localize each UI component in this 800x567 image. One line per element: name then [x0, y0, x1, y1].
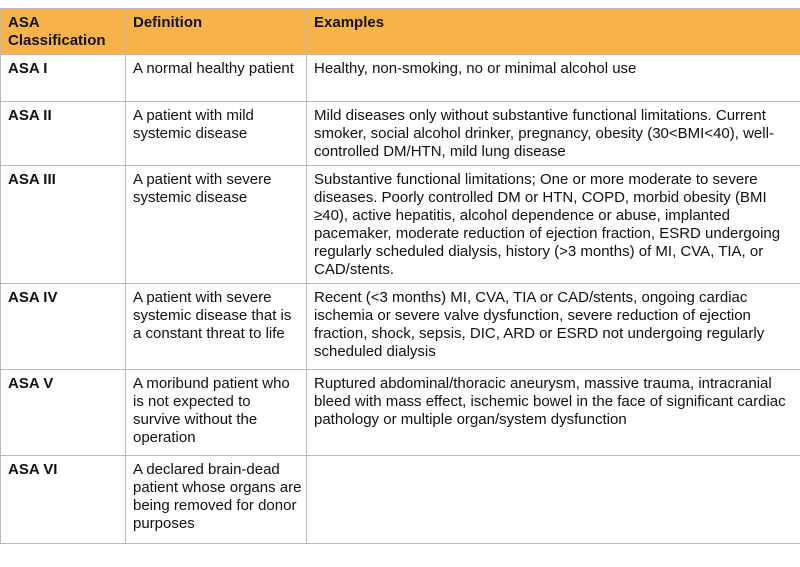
header-definition: Definition — [126, 9, 307, 55]
table-row — [1, 284, 800, 370]
table-row — [1, 166, 800, 284]
classification-cell: ASA IV — [1, 284, 126, 370]
classification-cell: ASA V — [1, 370, 126, 456]
definition-cell: A normal healthy patient — [126, 55, 307, 102]
definition-cell: A patient with severe systemic disease that is a constant threat to life — [126, 284, 307, 370]
classification-cell: ASA II — [1, 102, 126, 166]
header-examples: Examples — [307, 9, 800, 55]
asa-classification-table — [0, 8, 800, 544]
classification-cell: ASA I — [1, 55, 126, 102]
definition-cell: A moribund patient who is not expected to survive without the operation — [126, 370, 307, 456]
asa-classification-table-container — [0, 8, 800, 544]
examples-cell: Recent (<3 months) MI, CVA, TIA or CAD/stents, ongoing cardiac ischemia or severe valve dysfunction, severe reduction of ejection fraction, shock, sepsis, DIC, ARD or ESRD not undergoing regularly scheduled dialysis — [307, 284, 800, 370]
examples-cell: Mild diseases only without substantive functional limitations. Current smoker, social alcohol drinker, pregnancy, obesity (30<BMI<40), well-controlled DM/HTN, mild lung disease — [307, 102, 800, 166]
examples-cell: Healthy, non-smoking, no or minimal alcohol use — [307, 55, 800, 102]
examples-cell: Ruptured abdominal/thoracic aneurysm, massive trauma, intracranial bleed with mass effect, ischemic bowel in the face of significant cardiac pathology or multiple organ/system dysfunction — [307, 370, 800, 456]
examples-cell: Substantive functional limitations; One or more moderate to severe diseases. Poorly controlled DM or HTN, COPD, morbid obesity (BMI ≥40), active hepatitis, alcohol dependence or abuse, implanted pacemaker, moderate reduction of ejection fraction, ESRD undergoing regularly scheduled dialysis, history (>3 months) of MI, CVA, TIA, or CAD/stents. — [307, 166, 800, 284]
table-row — [1, 370, 800, 456]
classification-cell: ASA VI — [1, 456, 126, 544]
table-row — [1, 55, 800, 102]
table-row — [1, 456, 800, 544]
header-classification: ASA Classification — [1, 9, 126, 55]
table-row — [1, 102, 800, 166]
definition-cell: A patient with severe systemic disease — [126, 166, 307, 284]
examples-cell — [307, 456, 800, 544]
header-row — [1, 9, 800, 55]
definition-cell: A patient with mild systemic disease — [126, 102, 307, 166]
classification-cell: ASA III — [1, 166, 126, 284]
definition-cell: A declared brain-dead patient whose organs are being removed for donor purposes — [126, 456, 307, 544]
